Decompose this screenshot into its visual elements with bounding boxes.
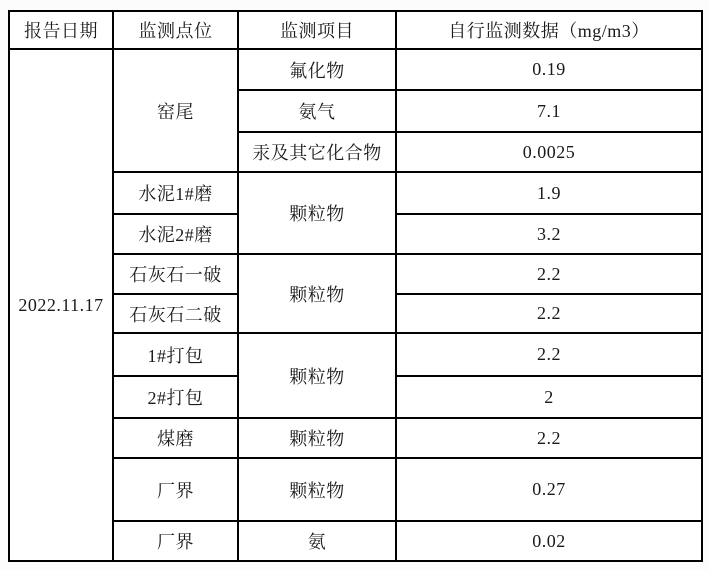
item-cell: 颗粒物 (238, 333, 396, 418)
header-monitoring-point: 监测点位 (113, 11, 238, 49)
value-cell: 0.27 (396, 458, 702, 521)
point-cell: 厂界 (113, 458, 238, 521)
item-cell: 氨 (238, 521, 396, 561)
item-cell: 颗粒物 (238, 458, 396, 521)
value-cell: 2.2 (396, 418, 702, 458)
header-monitoring-value: 自行监测数据（mg/m3） (396, 11, 702, 49)
point-cell: 石灰石一破 (113, 254, 238, 294)
value-cell: 7.1 (396, 90, 702, 132)
value-cell: 0.02 (396, 521, 702, 561)
table-row (9, 254, 702, 294)
table-row (9, 521, 702, 561)
header-report-date: 报告日期 (9, 11, 113, 49)
report-date-cell: 2022.11.17 (9, 49, 113, 561)
item-cell: 颗粒物 (238, 172, 396, 254)
point-cell: 水泥2#磨 (113, 214, 238, 254)
value-cell: 2.2 (396, 333, 702, 376)
table-header-row (9, 11, 702, 49)
table-row (9, 418, 702, 458)
value-cell: 2.2 (396, 254, 702, 294)
table-row (9, 49, 702, 90)
point-cell: 厂界 (113, 521, 238, 561)
value-cell: 0.0025 (396, 132, 702, 172)
point-cell: 窑尾 (113, 49, 238, 172)
monitoring-data-table (8, 10, 703, 562)
item-cell: 颗粒物 (238, 254, 396, 333)
value-cell: 2.2 (396, 294, 702, 333)
point-cell: 2#打包 (113, 376, 238, 418)
value-cell: 0.19 (396, 49, 702, 90)
item-cell: 汞及其它化合物 (238, 132, 396, 172)
point-cell: 1#打包 (113, 333, 238, 376)
table-row (9, 333, 702, 376)
header-monitoring-item: 监测项目 (238, 11, 396, 49)
point-cell: 煤磨 (113, 418, 238, 458)
table-row (9, 458, 702, 521)
value-cell: 1.9 (396, 172, 702, 214)
point-cell: 石灰石二破 (113, 294, 238, 333)
item-cell: 氟化物 (238, 49, 396, 90)
table-row (9, 172, 702, 214)
item-cell: 氨气 (238, 90, 396, 132)
value-cell: 3.2 (396, 214, 702, 254)
item-cell: 颗粒物 (238, 418, 396, 458)
value-cell: 2 (396, 376, 702, 418)
point-cell: 水泥1#磨 (113, 172, 238, 214)
